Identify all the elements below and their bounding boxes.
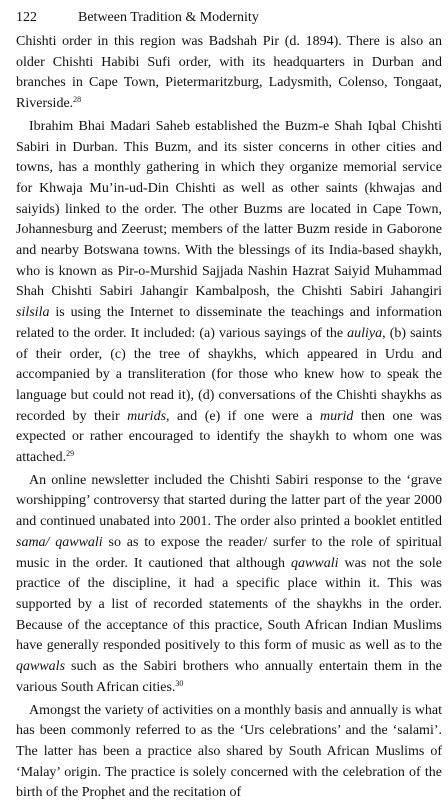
paragraph-text: Ibrahim Bhai Madari Saheb established the Buzm-e Shah Iqbal Chishti Sabiri in Durban. This Buzm, and its sister concerns in other cities and towns, has a monthly gathering in which they organize memorial service for Khwaja Mu’in-ud-Din Chishti as well as other saints (khwajas and saiyids) linked to the order. The other Buzms are located in Cape Town, Johannesburg and Zeerust; members of the latter Buzm reside in Gaborone and nearby Botswana towns. With the blessings of its India-based shaykh, who is known as Pir-o-Murshid Sajjada Nashin Hazrat Saiyid Muhammad Shah Chishti Sabiri Jahangir Kambalposh, the Chishti Sabiri Jahangiri <box>16 119 442 300</box>
footnote-marker: 29 <box>66 449 74 458</box>
italic-term: silsila <box>16 305 49 320</box>
book-page <box>16 8 442 804</box>
paragraph-text: such as the Sabiri brothers who annually entertain them in the various South African cities. <box>16 659 442 695</box>
italic-term: murids <box>127 409 166 424</box>
paragraph-text: so as to expose the reader/ surfer to the role of spiritual music in the order. It cautioned that although <box>16 535 442 571</box>
paragraph <box>16 117 442 469</box>
paragraph-text: , (b) saints of their order, (c) the tree of shaykhs, which appeared in Urdu and accompanied by a transliteration (for those who knew how to speak the language but could not read it), (d) conversations of the Chishti shaykhs as recorded by their <box>16 326 442 424</box>
running-title: Between Tradition & Modernity <box>78 8 259 28</box>
footnote-marker: 28 <box>73 95 81 104</box>
page-header <box>16 8 442 28</box>
paragraph-text: is using the Internet to disseminate the teachings and information related to the order. It included: (a) various sayings of the <box>16 305 442 341</box>
paragraph-text: was not the sole practice of the discipline, it had a specific place within it. This was supported by a list of recorded statements of the shaykhs in the order. Because of the acceptance of this practice, South African Indian Muslims have generally responded positively to this form of music as well as to the <box>16 556 442 654</box>
paragraph <box>16 701 442 804</box>
paragraph <box>16 32 442 115</box>
paragraph-text: Amongst the variety of activities on a monthly basis and annually is what has been commonly referred to as the ‘Urs celebrations’ and the ‘salami’. The latter has been a practice also shared by South African Muslims of ‘Malay’ origin. The practice is solely concerned with the celebration of the birth of the Prophet and the recitation of <box>16 703 442 801</box>
italic-term: sama/ qawwali <box>16 535 103 550</box>
footnote-marker: 30 <box>175 679 183 688</box>
paragraph-text: , and (e) if one were a <box>166 409 320 424</box>
italic-term: murid <box>320 409 353 424</box>
italic-term: auliya <box>347 326 382 341</box>
body-text <box>16 32 442 804</box>
italic-term: qawwals <box>16 659 65 674</box>
paragraph <box>16 471 442 699</box>
paragraph-text: Chishti order in this region was Badshah Pir (d. 1894). There is also an older Chishti Habibi Sufi order, with its headquarters in Durban and branches in Cape Town, Pietermaritzburg, Ladysmith, Colenso, Tongaat, Riverside. <box>16 34 442 111</box>
paragraph-text: An online newsletter included the Chishti Sabiri response to the ‘grave worshipping’ controversy that started during the latter part of the year 2000 and continued unabated into 2001. The order also printed a booklet entitled <box>16 473 442 529</box>
italic-term: qawwali <box>291 556 338 571</box>
paragraph-text: then one was expected or rather encouraged to identify the shaykh to whom one was attached. <box>16 409 442 465</box>
page-number: 122 <box>16 8 37 28</box>
